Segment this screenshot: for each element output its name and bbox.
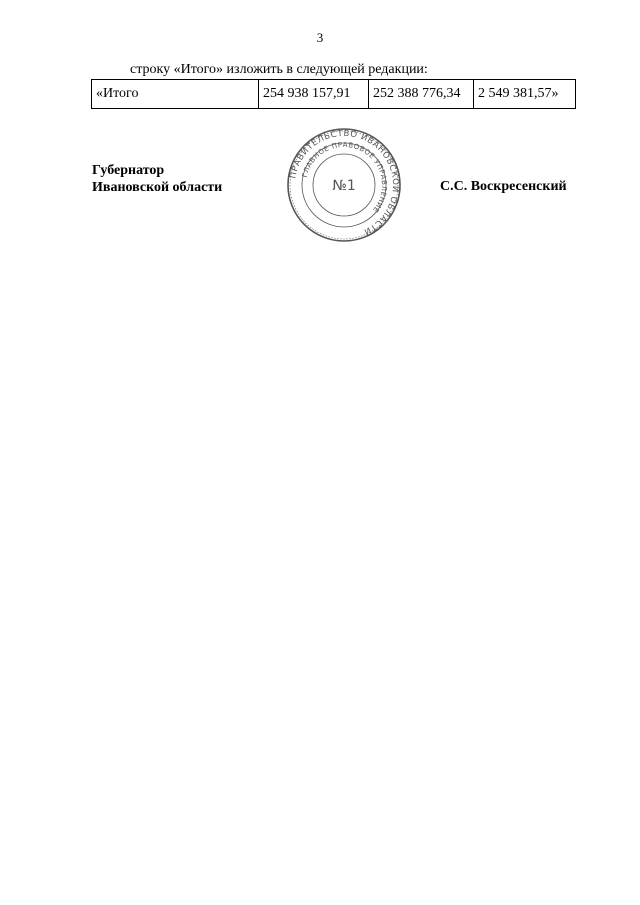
signer-title xyxy=(92,162,222,196)
total-value-cell: 252 388 776,34 xyxy=(369,80,474,109)
seal-number-text: №1 xyxy=(332,178,356,194)
page-number: 3 xyxy=(316,30,324,45)
seal-outer-text: ПРАВИТЕЛЬСТВО ИВАНОВСКОЙ ОБЛАСТИ xyxy=(288,128,401,237)
total-value-cell: 2 549 381,57» xyxy=(474,80,576,109)
table-row xyxy=(92,80,576,109)
signer-title-line: Губернатор xyxy=(92,163,165,178)
intro-text: строку «Итого» изложить в следующей редакции: xyxy=(130,62,428,77)
totals-table xyxy=(91,79,576,109)
total-value-cell: 254 938 157,91 xyxy=(259,80,369,109)
seal-inner-text: ГЛАВНОЕ ПРАВОВОЕ УПРАВЛЕНИЕ xyxy=(300,140,389,215)
signer-name: С.С. Воскресенский xyxy=(440,179,567,194)
official-seal xyxy=(286,127,402,243)
total-label-cell: «Итого xyxy=(92,80,259,109)
signer-title-line: Ивановской области xyxy=(92,180,223,195)
